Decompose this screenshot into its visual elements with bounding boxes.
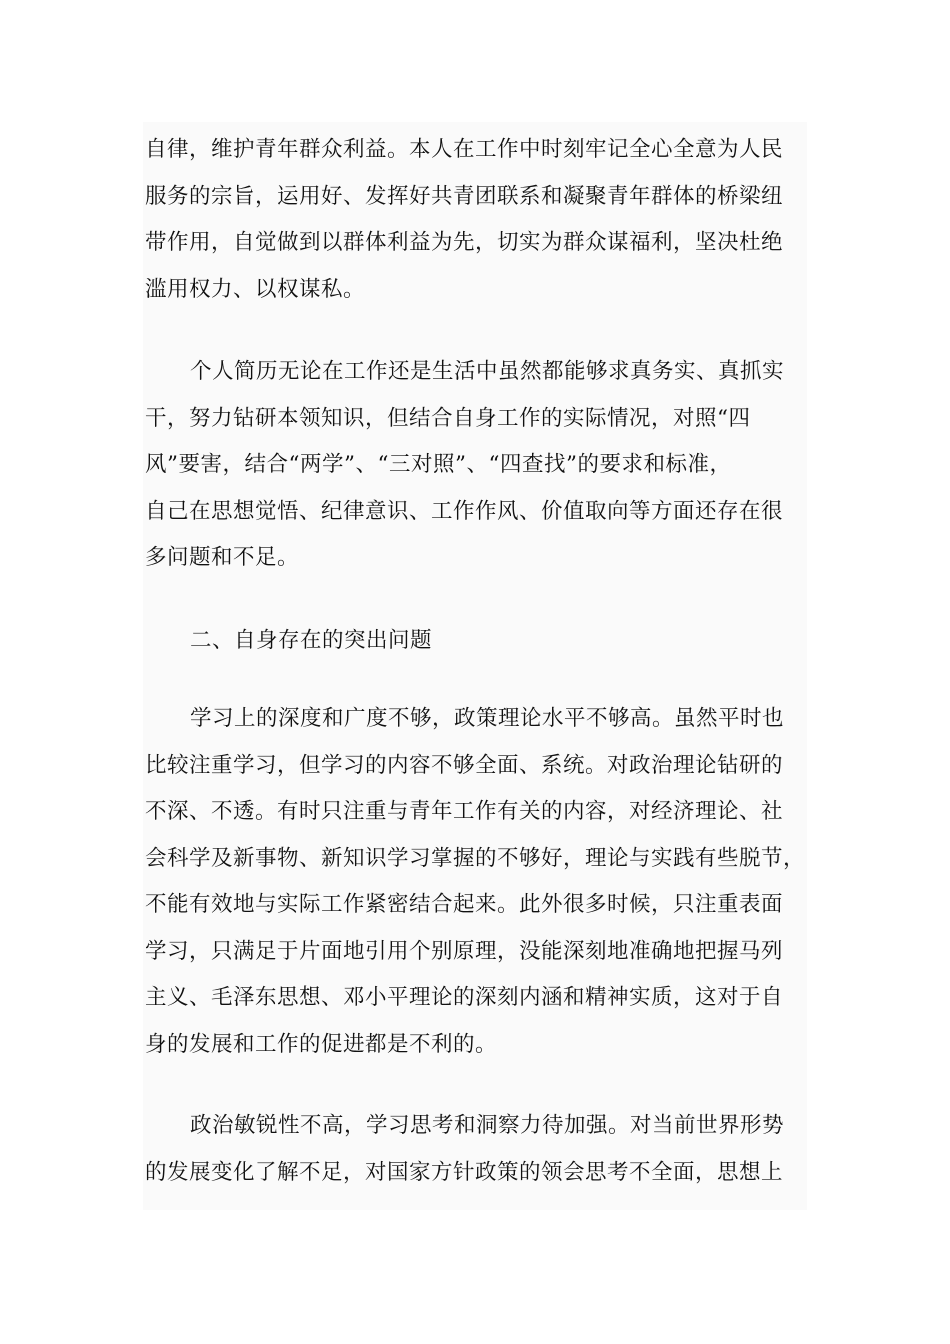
text-line: 个人简历无论在工作还是生活中虽然都能够求真务实、真抓实 [190, 359, 785, 384]
text-line: 学习，只满足于片面地引用个别原理，没能深刻地准确地把握马列 [145, 938, 784, 964]
text-line: 多问题和不足。 [145, 545, 300, 570]
heading-text: 二、自身存在的突出问题 [190, 628, 433, 653]
section-heading [145, 618, 432, 665]
text-line: 干，努力钻研本领知识，但结合自身工作的实际情况，对照“四 [145, 405, 751, 431]
paragraph-study-issues [145, 696, 805, 1068]
paragraph-political-sensitivity [145, 1103, 784, 1196]
text-line: 不深、不透。有时只注重与青年工作有关的内容，对经济理论、社 [145, 799, 784, 824]
document-body [143, 122, 807, 1210]
text-line: 自律，维护青年群众利益。本人在工作中时刻牢记全心全意为人民 [145, 137, 784, 162]
text-line: 学习上的深度和广度不够，政策理论水平不够高。虽然平时也 [190, 706, 785, 731]
text-line: 比较注重学习，但学习的内容不够全面、系统。对政治理论钻研的 [145, 752, 784, 778]
text-line: 身的发展和工作的促进都是不利的。 [145, 1031, 498, 1057]
text-line: 会科学及新事物、新知识学习掌握的不够好，理论与实践有些脱节， [145, 845, 806, 871]
paragraph-self-discipline [145, 127, 783, 313]
text-line: 服务的宗旨，运用好、发挥好共青团联系和凝聚青年群体的桥梁纽 [145, 183, 784, 209]
text-line: 主义、毛泽东思想、邓小平理论的深刻内涵和精神实质，这对于自 [145, 985, 784, 1010]
paragraph-overview [145, 349, 784, 582]
text-line: 带作用，自觉做到以群体利益为先，切实为群众谋福利，坚决杜绝 [145, 230, 784, 255]
text-line: 风”要害，结合“两学”、“三对照”、“四查找”的要求和标准， [145, 452, 732, 477]
text-line: 不能有效地与实际工作紧密结合起来。此外很多时候，只注重表面 [145, 892, 784, 917]
text-line: 的发展变化了解不足，对国家方针政策的领会思考不全面，思想上 [145, 1159, 784, 1185]
text-line: 滥用权力、以权谋私。 [145, 276, 366, 302]
text-line: 自己在思想觉悟、纪律意识、工作作风、价值取向等方面还存在很 [145, 498, 784, 524]
text-line: 政治敏锐性不高，学习思考和洞察力待加强。对当前世界形势 [190, 1113, 785, 1138]
